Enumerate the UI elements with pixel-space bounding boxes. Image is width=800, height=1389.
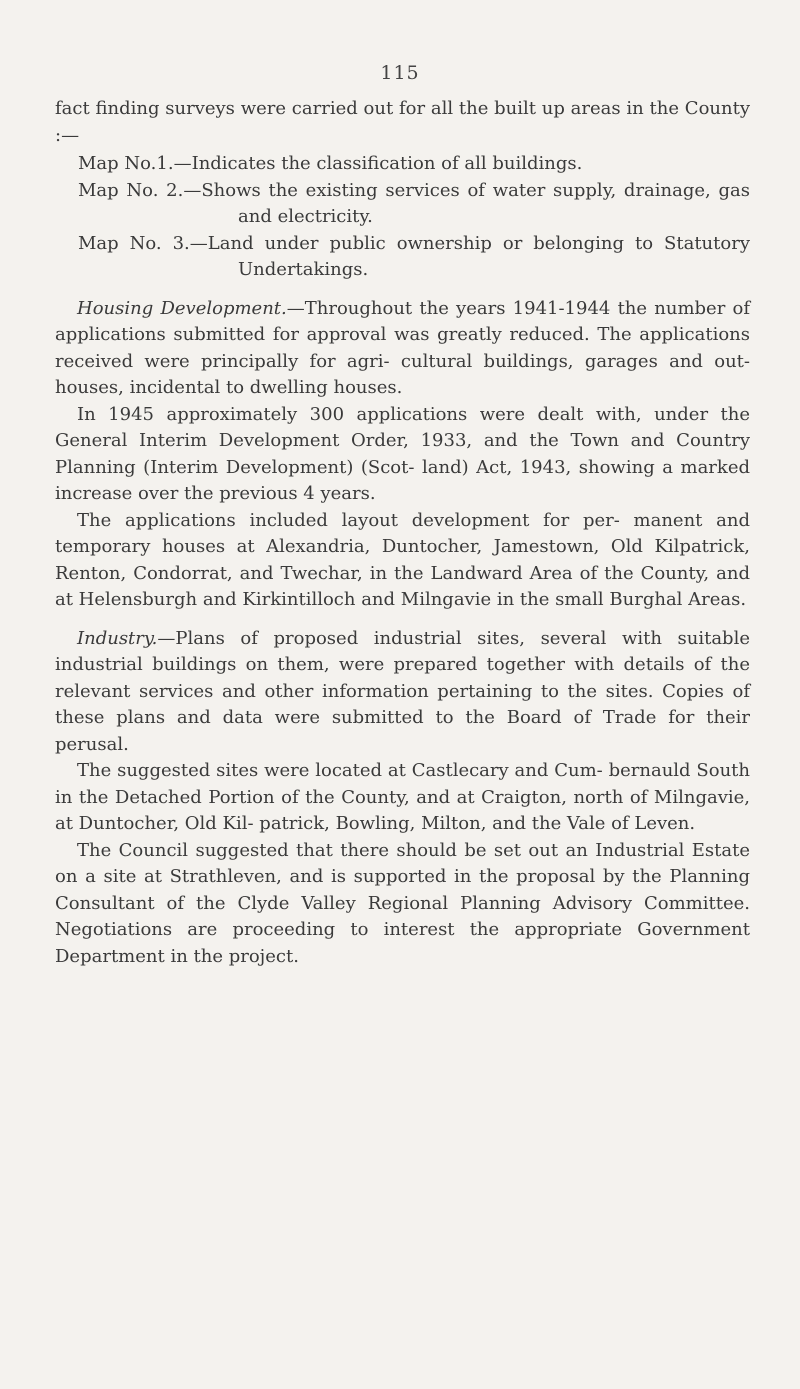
housing-heading: Housing Development. xyxy=(77,297,287,319)
industry-text-1: —Plans of proposed industrial sites, several with suitable industrial buildings on them, were prepared together with details of the relevant services and other information pertaining to the sites. Copies of these plans and data were submitted to the Board of Trade for their perusal. xyxy=(55,627,750,755)
map-item-1 xyxy=(55,151,750,178)
industry-paragraph-3: The Council suggested that there should be set out an Industrial Estate on a site at Strathleven, and is supported in the proposal by the Planning Consultant of the Clyde Valley Regional Planning Advisory Committee. Negotiations are proceeding to interest the appropriate Government Department in the project. xyxy=(55,839,750,967)
map-text: —Indicates the classification of all buildings. xyxy=(173,153,583,174)
industry-paragraph-1 xyxy=(55,626,750,759)
body-text xyxy=(55,96,750,970)
map-text: —Shows the existing services of water supply, drainage, gas and electricity. xyxy=(183,179,750,227)
map-item-2 xyxy=(55,178,750,231)
housing-text-1: —Throughout the years 1941-1944 the number of applications submitted for approval was greatly reduced. The applications received were principally for agri- cultural buildings, garages and out-houses, incidental to dwelling houses. xyxy=(55,297,751,398)
map-list xyxy=(55,151,750,284)
map-item-3 xyxy=(55,231,750,284)
intro-paragraph: fact finding surveys were carried out for all the built up areas in the County :— xyxy=(55,98,750,146)
industry-paragraph-2: The suggested sites were located at Castlecary and Cum- bernauld South in the Detached Portion of the County, and at Craigton, north of Milngavie, at Duntocher, Old Kil- patrick, Bowling, Milton, and the Vale of Leven. xyxy=(55,760,750,834)
housing-paragraph-3: The applications included layout development for per- manent and temporary houses at Alexandria, Duntocher, Jamestown, Old Kilpatrick, Renton, Condorrat, and Twechar, in the Landward Area of the County, and at Helensburgh and Kirkintilloch and Milngavie in the small Burghal Areas. xyxy=(55,509,750,610)
housing-paragraph-2: In 1945 approximately 300 applications were dealt with, under the General Interim Development Order, 1933, and the Town and Country Planning (Interim Development) (Scot- land) Act, 1943, showing a marked increase over the previous 4 years. xyxy=(55,403,750,504)
page-number: 115 xyxy=(380,62,420,84)
housing-paragraph-1 xyxy=(55,296,750,402)
map-label: Map No. 3. xyxy=(78,232,190,254)
industry-heading: Industry. xyxy=(77,627,158,649)
map-label: Map No. 2. xyxy=(78,179,184,201)
map-label: Map No.1. xyxy=(78,153,174,174)
map-text: —Land under public ownership or belonging to Statutory Undertakings. xyxy=(189,232,750,280)
